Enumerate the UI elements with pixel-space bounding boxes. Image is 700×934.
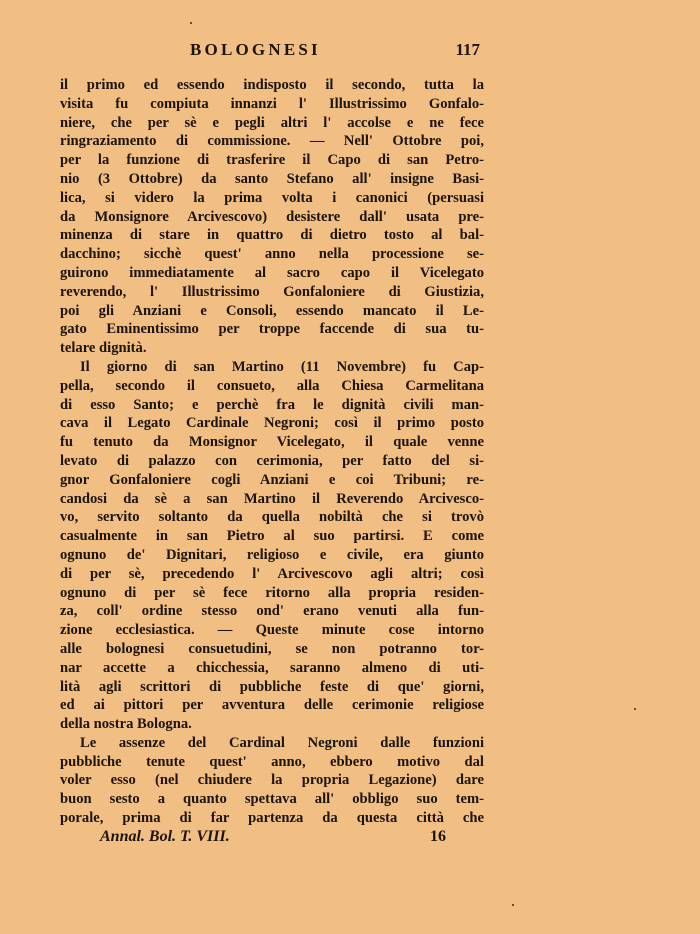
text-line: levato di palazzo con cerimonia, per fatto del si- bbox=[60, 452, 484, 469]
text-line: guirono immediatamente al sacro capo il Vicelegato bbox=[60, 264, 484, 281]
printer-signature: Annal. Bol. T. VIII. bbox=[100, 828, 230, 845]
text-line: alle bolognesi consuetudini, se non potranno tor- bbox=[60, 640, 484, 657]
text-line: vo, servito soltanto da quella nobiltà che si trovò bbox=[60, 509, 484, 526]
text-line: visita fu compiuta innanzi l' Illustrissimo Gonfalo- bbox=[60, 95, 484, 112]
text-line: buon sesto a quanto spettava all' obbligo suo tem- bbox=[60, 791, 484, 808]
text-line: di esso Santo; e perchè fra le dignità civili man- bbox=[60, 396, 484, 413]
text-line: gato Eminentissimo per troppe faccende di sua tu- bbox=[60, 321, 484, 338]
text-line: Le assenze del Cardinal Negroni dalle funzioni bbox=[80, 734, 484, 751]
text-line: cava il Legato Cardinale Negroni; così il primo posto bbox=[60, 415, 484, 432]
text-line: ognuno di per sè fece ritorno alla propria residen- bbox=[60, 584, 484, 601]
text-line: nar accette a chicchessia, saranno almeno di uti- bbox=[60, 659, 484, 676]
text-line: voler esso (nel chiudere la propria Legazione) dare bbox=[60, 772, 484, 789]
page-number: 117 bbox=[455, 40, 480, 59]
body-text bbox=[60, 76, 484, 828]
text-line: candosi da sè a san Martino il Reverendo Arcivesco- bbox=[60, 490, 484, 507]
text-line: dacchino; sicchè quest' anno nella processione se- bbox=[60, 246, 484, 263]
text-line: da Monsignore Arcivescovo) desistere dall' usata pre- bbox=[60, 208, 484, 225]
page-header bbox=[190, 40, 480, 66]
text-line: ringraziamento di commissione. — Nell' Ottobre poi, bbox=[60, 133, 484, 150]
text-line: nio (3 Ottobre) da santo Stefano all' insigne Basi- bbox=[60, 170, 484, 187]
text-line: ognuno de' Dignitari, religioso e civile, era giunto bbox=[60, 546, 484, 563]
page-footer bbox=[100, 828, 446, 850]
text-line: za, coll' ordine stesso ond' erano venuti alla fun- bbox=[60, 603, 484, 620]
text-line: lica, si videro la prima volta i canonici (persuasi bbox=[60, 189, 484, 206]
paper-speck bbox=[512, 904, 514, 906]
text-line: casualmente in san Pietro al suo partirsi. E come bbox=[60, 528, 484, 545]
text-line: pella, secondo il consueto, alla Chiesa Carmelitana bbox=[60, 377, 484, 394]
running-title: BOLOGNESI bbox=[190, 40, 321, 59]
text-line: minenza di stare in quattro di dietro tosto al bal- bbox=[60, 227, 484, 244]
text-line: fu tenuto da Monsignor Vicelegato, il quale venne bbox=[60, 434, 484, 451]
text-line: telare dignità. bbox=[60, 340, 147, 357]
text-line: porale, prima di far partenza da questa città che bbox=[60, 810, 484, 827]
text-line: per la funzione di trasferire il Capo di san Petro- bbox=[60, 152, 484, 169]
sheet-number: 16 bbox=[430, 828, 446, 845]
text-line: della nostra Bologna. bbox=[60, 716, 192, 733]
text-line: il primo ed essendo indisposto il secondo, tutta la bbox=[60, 77, 484, 93]
text-line: reverendo, l' Illustrissimo Gonfaloniere di Giustizia, bbox=[60, 283, 484, 300]
text-line: ed ai pittori per avventura delle cerimonie religiose bbox=[60, 697, 484, 714]
text-line: zione ecclesiastica. — Queste minute cose intorno bbox=[60, 622, 484, 639]
text-line: Il giorno di san Martino (11 Novembre) fu Cap- bbox=[80, 358, 484, 375]
text-line: lità agli scrittori di pubbliche feste di que' giorni, bbox=[60, 678, 484, 695]
text-line: gnor Gonfaloniere cogli Anziani e coi Tribuni; re- bbox=[60, 471, 484, 488]
text-line: niere, che per sè e pegli altri l' accolse e ne fece bbox=[60, 114, 484, 131]
text-line: di per sè, precedendo l' Arcivescovo agli altri; così bbox=[60, 565, 484, 582]
paper-speck bbox=[634, 708, 636, 710]
text-line: pubbliche tenute quest' anno, ebbero motivo dal bbox=[60, 753, 484, 770]
paper-speck bbox=[190, 22, 192, 24]
text-line: poi gli Anziani e Consoli, essendo mancato il Le- bbox=[60, 302, 484, 319]
